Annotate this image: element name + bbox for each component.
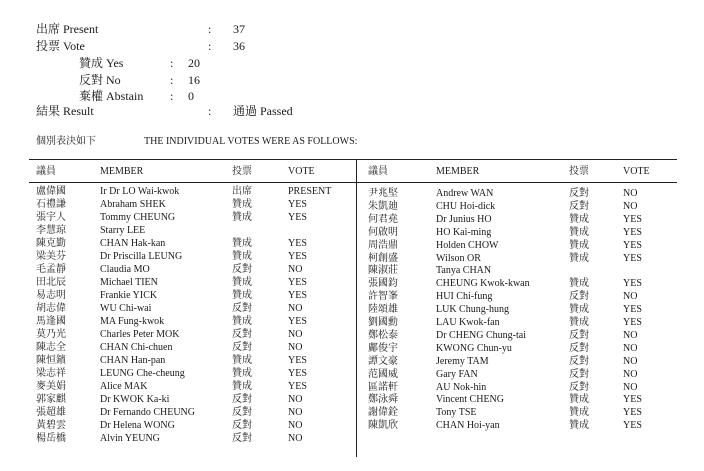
vote-en: YES: [288, 251, 307, 262]
member-name-en: Dr CHENG Chung-tai: [436, 329, 526, 341]
vote-en: NO: [288, 342, 303, 353]
vote-zh: 反對: [569, 342, 589, 354]
present-value: 37: [233, 22, 245, 36]
member-name-zh: 盧偉國: [36, 186, 66, 197]
member-name-en: CHAN Hak-kan: [100, 238, 166, 249]
member-name-zh: 莫乃光: [36, 329, 66, 340]
vote-colon: :: [208, 39, 212, 53]
member-name-en: Vincent CHENG: [436, 394, 504, 406]
member-name-zh: 陳淑莊: [368, 265, 398, 277]
member-name-en: Tanya CHAN: [436, 265, 492, 277]
vote-zh: 贊成: [232, 368, 252, 379]
vote-zh: 贊成: [232, 251, 252, 262]
member-name-en: CHAN Han-pan: [100, 355, 166, 366]
member-name-en: CHU Hoi-dick: [436, 200, 496, 212]
table-column-divider: [356, 159, 357, 457]
right-header-vote-en: VOTE: [623, 166, 650, 177]
vote-en: NO: [623, 381, 638, 393]
member-name-zh: 郭家麒: [36, 394, 66, 405]
vote-en: YES: [623, 226, 642, 238]
member-name-zh: 陳凱欣: [368, 420, 398, 432]
left-header-vote-zh: 投票: [232, 166, 252, 177]
member-name-en: Wilson OR: [436, 252, 481, 264]
result-colon: :: [208, 104, 212, 118]
member-name-en: Alice MAK: [100, 381, 148, 392]
member-name-en: Dr KWOK Ka-ki: [100, 394, 170, 405]
vote-en: NO: [288, 264, 303, 275]
vote-zh: 贊成: [232, 277, 252, 288]
member-name-zh: 柯創盛: [368, 252, 398, 264]
member-name-zh: 譚文豪: [368, 355, 398, 367]
vote-en: NO: [623, 368, 638, 380]
vote-en: YES: [288, 238, 307, 249]
member-name-zh: 張宇人: [36, 212, 66, 223]
member-name-zh: 胡志偉: [36, 303, 66, 314]
vote-zh: 反對: [232, 407, 252, 418]
member-name-zh: 陳克勤: [36, 238, 66, 249]
member-name-zh: 黃碧雲: [36, 420, 66, 431]
member-name-zh: 鄭泳舜: [368, 394, 398, 406]
member-name-en: Alvin YEUNG: [100, 433, 160, 444]
table-header-rule: [29, 182, 677, 183]
vote-zh: 出席: [232, 186, 252, 197]
member-name-zh: 田北辰: [36, 277, 66, 288]
vote-en: YES: [288, 277, 307, 288]
member-name-zh: 石禮謙: [36, 199, 66, 210]
member-name-en: LEUNG Che-cheung: [100, 368, 185, 379]
vote-zh: 贊成: [569, 213, 589, 225]
member-name-zh: 梁志祥: [36, 368, 66, 379]
vote-en: YES: [623, 407, 642, 419]
abstain-colon: :: [170, 89, 174, 103]
member-name-zh: 范國威: [368, 368, 398, 380]
member-name-en: CHEUNG Kwok-kwan: [436, 278, 530, 290]
vote-zh: 贊成: [232, 199, 252, 210]
vote-en: YES: [623, 394, 642, 406]
vote-zh: 贊成: [232, 316, 252, 327]
member-name-zh: 劉國勳: [368, 317, 398, 328]
member-name-en: Tony TSE: [436, 407, 477, 419]
member-name-zh: 陸頌雄: [368, 304, 398, 316]
vote-en: NO: [288, 329, 303, 340]
vote-zh: 贊成: [569, 226, 589, 238]
member-name-en: Jeremy TAM: [436, 355, 489, 367]
vote-zh: 反對: [569, 355, 589, 367]
member-name-en: LAU Kwok-fan: [436, 317, 500, 328]
member-name-zh: 毛孟靜: [36, 264, 66, 275]
vote-en: NO: [288, 420, 303, 431]
vote-en: YES: [623, 317, 642, 328]
right-header-member-zh: 議員: [368, 166, 388, 177]
vote-zh: 贊成: [569, 407, 589, 419]
member-name-en: CHAN Chi-chuen: [100, 342, 173, 353]
member-name-en: Dr Junius HO: [436, 213, 492, 225]
vote-zh: 贊成: [569, 420, 589, 432]
vote-zh: 反對: [232, 264, 252, 275]
vote-zh: 反對: [232, 342, 252, 353]
vote-en: YES: [623, 239, 642, 251]
vote-en: YES: [623, 213, 642, 225]
member-name-en: Charles Peter MOK: [100, 329, 180, 340]
member-name-en: Abraham SHEK: [100, 199, 166, 210]
member-name-en: Starry LEE: [100, 225, 146, 236]
vote-zh: 贊成: [232, 212, 252, 223]
vote-en: YES: [288, 199, 307, 210]
member-name-zh: 謝偉銓: [368, 407, 398, 419]
member-name-en: Ir Dr LO Wai-kwok: [100, 186, 180, 197]
vote-zh: 反對: [569, 200, 589, 212]
abstain-label: 棄權 Abstain: [79, 89, 144, 103]
member-name-zh: 許智峯: [368, 291, 398, 303]
table-top-rule: [29, 159, 677, 160]
no-colon: :: [170, 73, 174, 87]
member-name-zh: 易志明: [36, 290, 66, 301]
member-name-zh: 張超雄: [36, 407, 66, 418]
member-name-zh: 陳志全: [36, 342, 66, 353]
vote-zh: 反對: [569, 188, 589, 199]
member-name-en: Andrew WAN: [436, 188, 494, 199]
vote-en: NO: [623, 329, 638, 341]
member-name-en: AU Nok-hin: [436, 381, 487, 393]
vote-en: YES: [288, 212, 307, 223]
member-name-en: KWONG Chun-yu: [436, 342, 512, 354]
member-name-zh: 楊岳橋: [36, 433, 66, 444]
member-name-en: Dr Helena WONG: [100, 420, 175, 431]
member-name-en: Dr Priscilla LEUNG: [100, 251, 183, 262]
right-header-vote-zh: 投票: [569, 166, 589, 177]
member-name-zh: 麥美娟: [36, 381, 66, 392]
vote-en: YES: [288, 381, 307, 392]
member-name-zh: 何啟明: [368, 226, 398, 238]
vote-en: YES: [623, 304, 642, 316]
vote-en: YES: [623, 252, 642, 264]
vote-en: NO: [623, 355, 638, 367]
left-header-member-en: MEMBER: [100, 166, 144, 177]
vote-zh: 贊成: [569, 317, 589, 328]
member-name-zh: 馬逢國: [36, 316, 66, 327]
vote-zh: 贊成: [232, 290, 252, 301]
member-name-zh: 區諾軒: [368, 381, 398, 393]
member-name-zh: 鄭松泰: [368, 329, 398, 341]
yes-value: 20: [188, 56, 200, 70]
vote-en: NO: [623, 200, 638, 212]
member-name-zh: 張國鈞: [368, 278, 398, 290]
vote-zh: 反對: [232, 329, 252, 340]
member-name-zh: 尹兆堅: [368, 188, 398, 199]
abstain-value: 0: [188, 89, 194, 103]
member-name-en: MA Fung-kwok: [100, 316, 165, 327]
member-name-en: Dr Fernando CHEUNG: [100, 407, 195, 418]
vote-zh: 反對: [232, 420, 252, 431]
vote-en: NO: [288, 394, 303, 405]
vote-zh: 贊成: [569, 304, 589, 316]
vote-zh: 贊成: [569, 278, 589, 290]
left-header-vote-en: VOTE: [288, 166, 315, 177]
vote-zh: 反對: [569, 329, 589, 341]
vote-zh: 反對: [232, 394, 252, 405]
vote-en: NO: [623, 342, 638, 354]
vote-en: NO: [288, 303, 303, 314]
section-title-zh: 個別表決如下: [36, 136, 96, 147]
present-colon: :: [208, 22, 212, 36]
vote-zh: 贊成: [569, 239, 589, 251]
result-label: 結果 Result: [36, 104, 94, 118]
section-title-en: THE INDIVIDUAL VOTES WERE AS FOLLOWS:: [144, 136, 358, 147]
member-name-zh: 梁美芬: [36, 251, 66, 262]
vote-en: NO: [623, 188, 638, 199]
vote-en: NO: [288, 433, 303, 444]
member-name-en: Tommy CHEUNG: [100, 212, 176, 223]
vote-zh: 贊成: [232, 355, 252, 366]
member-name-en: Claudia MO: [100, 264, 150, 275]
vote-en: YES: [288, 316, 307, 327]
member-name-en: CHAN Hoi-yan: [436, 420, 500, 432]
member-name-en: LUK Chung-hung: [436, 304, 510, 316]
vote-zh: 反對: [569, 381, 589, 393]
vote-zh: 贊成: [232, 381, 252, 392]
vote-en: YES: [288, 368, 307, 379]
member-name-zh: 鄺俊宇: [368, 342, 398, 354]
member-name-en: Holden CHOW: [436, 239, 499, 251]
vote-en: NO: [623, 291, 638, 303]
yes-colon: :: [170, 56, 174, 70]
vote-en: YES: [623, 278, 642, 290]
member-name-en: HO Kai-ming: [436, 226, 492, 238]
member-name-en: Michael TIEN: [100, 277, 158, 288]
result-value: 通過 Passed: [233, 104, 293, 118]
member-name-zh: 周浩鼎: [368, 239, 398, 251]
present-label: 出席 Present: [36, 22, 99, 36]
vote-zh: 反對: [232, 303, 252, 314]
member-name-zh: 朱凱廸: [368, 200, 398, 212]
vote-zh: 反對: [232, 433, 252, 444]
no-label: 反對 No: [79, 73, 121, 87]
member-name-zh: 陳恒鑌: [36, 355, 66, 366]
member-name-en: Gary FAN: [436, 368, 478, 380]
member-name-en: HUI Chi-fung: [436, 291, 493, 303]
vote-value: 36: [233, 39, 245, 53]
vote-zh: 反對: [569, 291, 589, 303]
vote-en: PRESENT: [288, 186, 332, 197]
vote-en: NO: [288, 407, 303, 418]
yes-label: 贊成 Yes: [79, 56, 124, 70]
right-header-member-en: MEMBER: [436, 166, 480, 177]
vote-en: YES: [623, 420, 642, 432]
vote-zh: 贊成: [569, 252, 589, 264]
no-value: 16: [188, 73, 200, 87]
vote-label: 投票 Vote: [36, 39, 85, 53]
member-name-en: Frankie YICK: [100, 290, 158, 301]
vote-zh: 反對: [569, 368, 589, 380]
vote-en: YES: [288, 355, 307, 366]
vote-en: YES: [288, 290, 307, 301]
left-header-member-zh: 議員: [36, 166, 56, 177]
vote-zh: 贊成: [569, 394, 589, 406]
vote-zh: 贊成: [232, 238, 252, 249]
member-name-zh: 何君堯: [368, 213, 398, 225]
member-name-zh: 李慧琼: [36, 225, 66, 236]
member-name-en: WU Chi-wai: [100, 303, 152, 314]
